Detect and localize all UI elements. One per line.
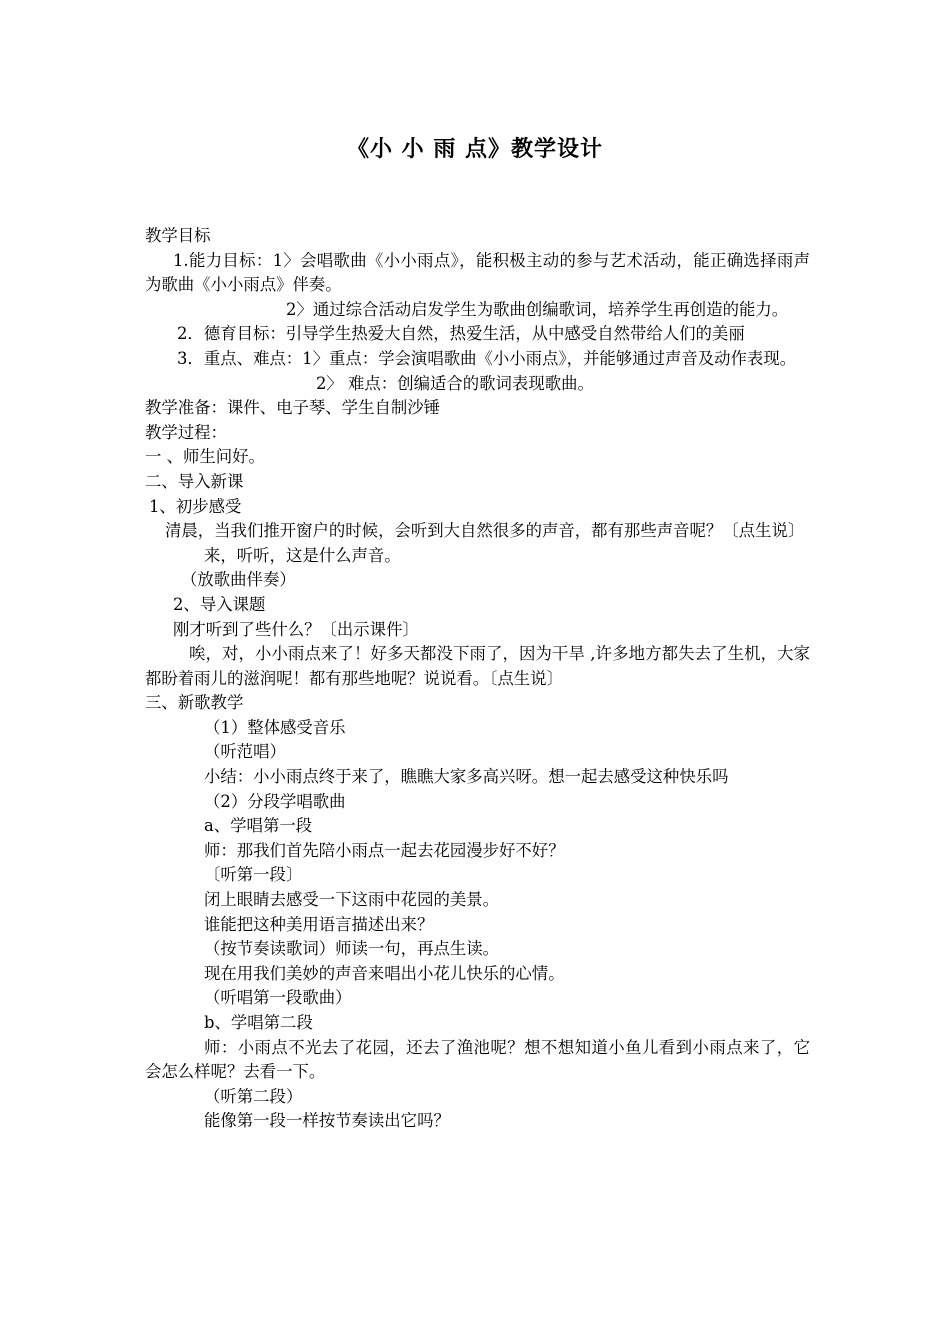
section-greeting: 一 、师生问好。 bbox=[145, 447, 265, 467]
paragraph-preparation: 教学准备：课件、电子琴、学生自制沙锤 bbox=[145, 398, 441, 418]
paragraph-describe: 谁能把这种美用语言描述出来？ bbox=[204, 914, 434, 934]
step-listen-second: （听第二段） bbox=[204, 1086, 303, 1106]
heading-teaching-goals: 教学目标 bbox=[145, 226, 211, 245]
step-overall-feeling: （1）整体感受音乐 bbox=[204, 717, 346, 737]
paragraph-close-eyes: 闭上眼睛去感受一下这雨中花园的美景。 bbox=[204, 890, 500, 910]
paragraph-morning: 清晨，当我们推开窗户的时候，会听到大自然很多的声音，都有那些声音呢？〔点生说〕 bbox=[165, 521, 805, 541]
paragraph-sing-flowers: 现在用我们美妙的声音来唱出小花儿快乐的心情。 bbox=[204, 963, 565, 983]
paragraph-rain-came: 唉，对，小小雨点来了！好多天都没下雨了，因为干旱 ,许多地方都失去了生机，大家都盼着雨儿的滋润呢！都有那些地呢？说说看。〔点生说〕 bbox=[145, 644, 810, 688]
document-body bbox=[145, 224, 810, 1134]
section-intro: 二、导入新课 bbox=[145, 471, 244, 491]
paragraph-listen: 来，听听，这是什么声音。 bbox=[204, 545, 401, 565]
step-listen-demo: （听范唱） bbox=[204, 742, 286, 762]
paragraph-teacher-pond: 师：小雨点不光去了花园，还去了渔池呢？想不想知道小鱼儿看到小雨点来了，它会怎么样呢？去看一下。 bbox=[145, 1037, 810, 1082]
paragraph-key-points: 3．重点、难点：1〉重点：学会演唱歌曲《小小雨点》，并能够通过声音及动作表现。 bbox=[177, 348, 797, 368]
section-new-song: 三、新歌教学 bbox=[145, 693, 244, 713]
step-second-segment: b、学唱第二段 bbox=[204, 1013, 313, 1032]
document-title: 《小 小 雨 点》教学设计 bbox=[347, 137, 603, 162]
paragraph-read-rhythm: 能像第一段一样按节奏读出它吗？ bbox=[204, 1111, 450, 1131]
paragraph-ability-goal-2: 2〉通过综合活动启发学生为歌曲创编歌词，培养学生再创造的能力。 bbox=[286, 299, 789, 319]
paragraph-read-lyrics: （按节奏读歌词）师读一句，再点生读。 bbox=[204, 939, 500, 959]
subsection-topic: 2、导入课题 bbox=[173, 594, 266, 614]
paragraph-difficulty: 2〉 难点：创编适合的歌词表现歌曲。 bbox=[316, 373, 594, 393]
step-first-segment: a、学唱第一段 bbox=[204, 816, 313, 836]
paragraph-moral-goal: 2．德育目标：引导学生热爱大自然，热爱生活，从中感受自然带给人们的美丽 bbox=[177, 324, 745, 344]
paragraph-play-accompaniment: （放歌曲伴奏） bbox=[181, 570, 296, 590]
step-listen-first: 〔听第一段〕 bbox=[204, 865, 303, 885]
paragraph-summary: 小结：小小雨点终于来了，瞧瞧大家多高兴呀。想一起去感受这种快乐吗 bbox=[204, 767, 729, 787]
step-sing-first: （听唱第一段歌曲） bbox=[204, 988, 352, 1008]
heading-teaching-process: 教学过程： bbox=[145, 422, 227, 442]
step-segment-learning: （2）分段学唱歌曲 bbox=[204, 791, 346, 811]
paragraph-ability-goal: 1.能力目标：1〉会唱歌曲《小小雨点》，能积极主动的参与艺术活动，能正确选择雨声为歌曲《小小雨点》伴奏。 bbox=[145, 250, 810, 295]
paragraph-what-heard: 刚才听到了些什么？〔出示课件〕 bbox=[173, 619, 419, 639]
paragraph-teacher-garden: 师：那我们首先陪小雨点一起去花园漫步好不好？ bbox=[204, 840, 565, 860]
subsection-first-feeling: 1、初步感受 bbox=[149, 496, 242, 516]
